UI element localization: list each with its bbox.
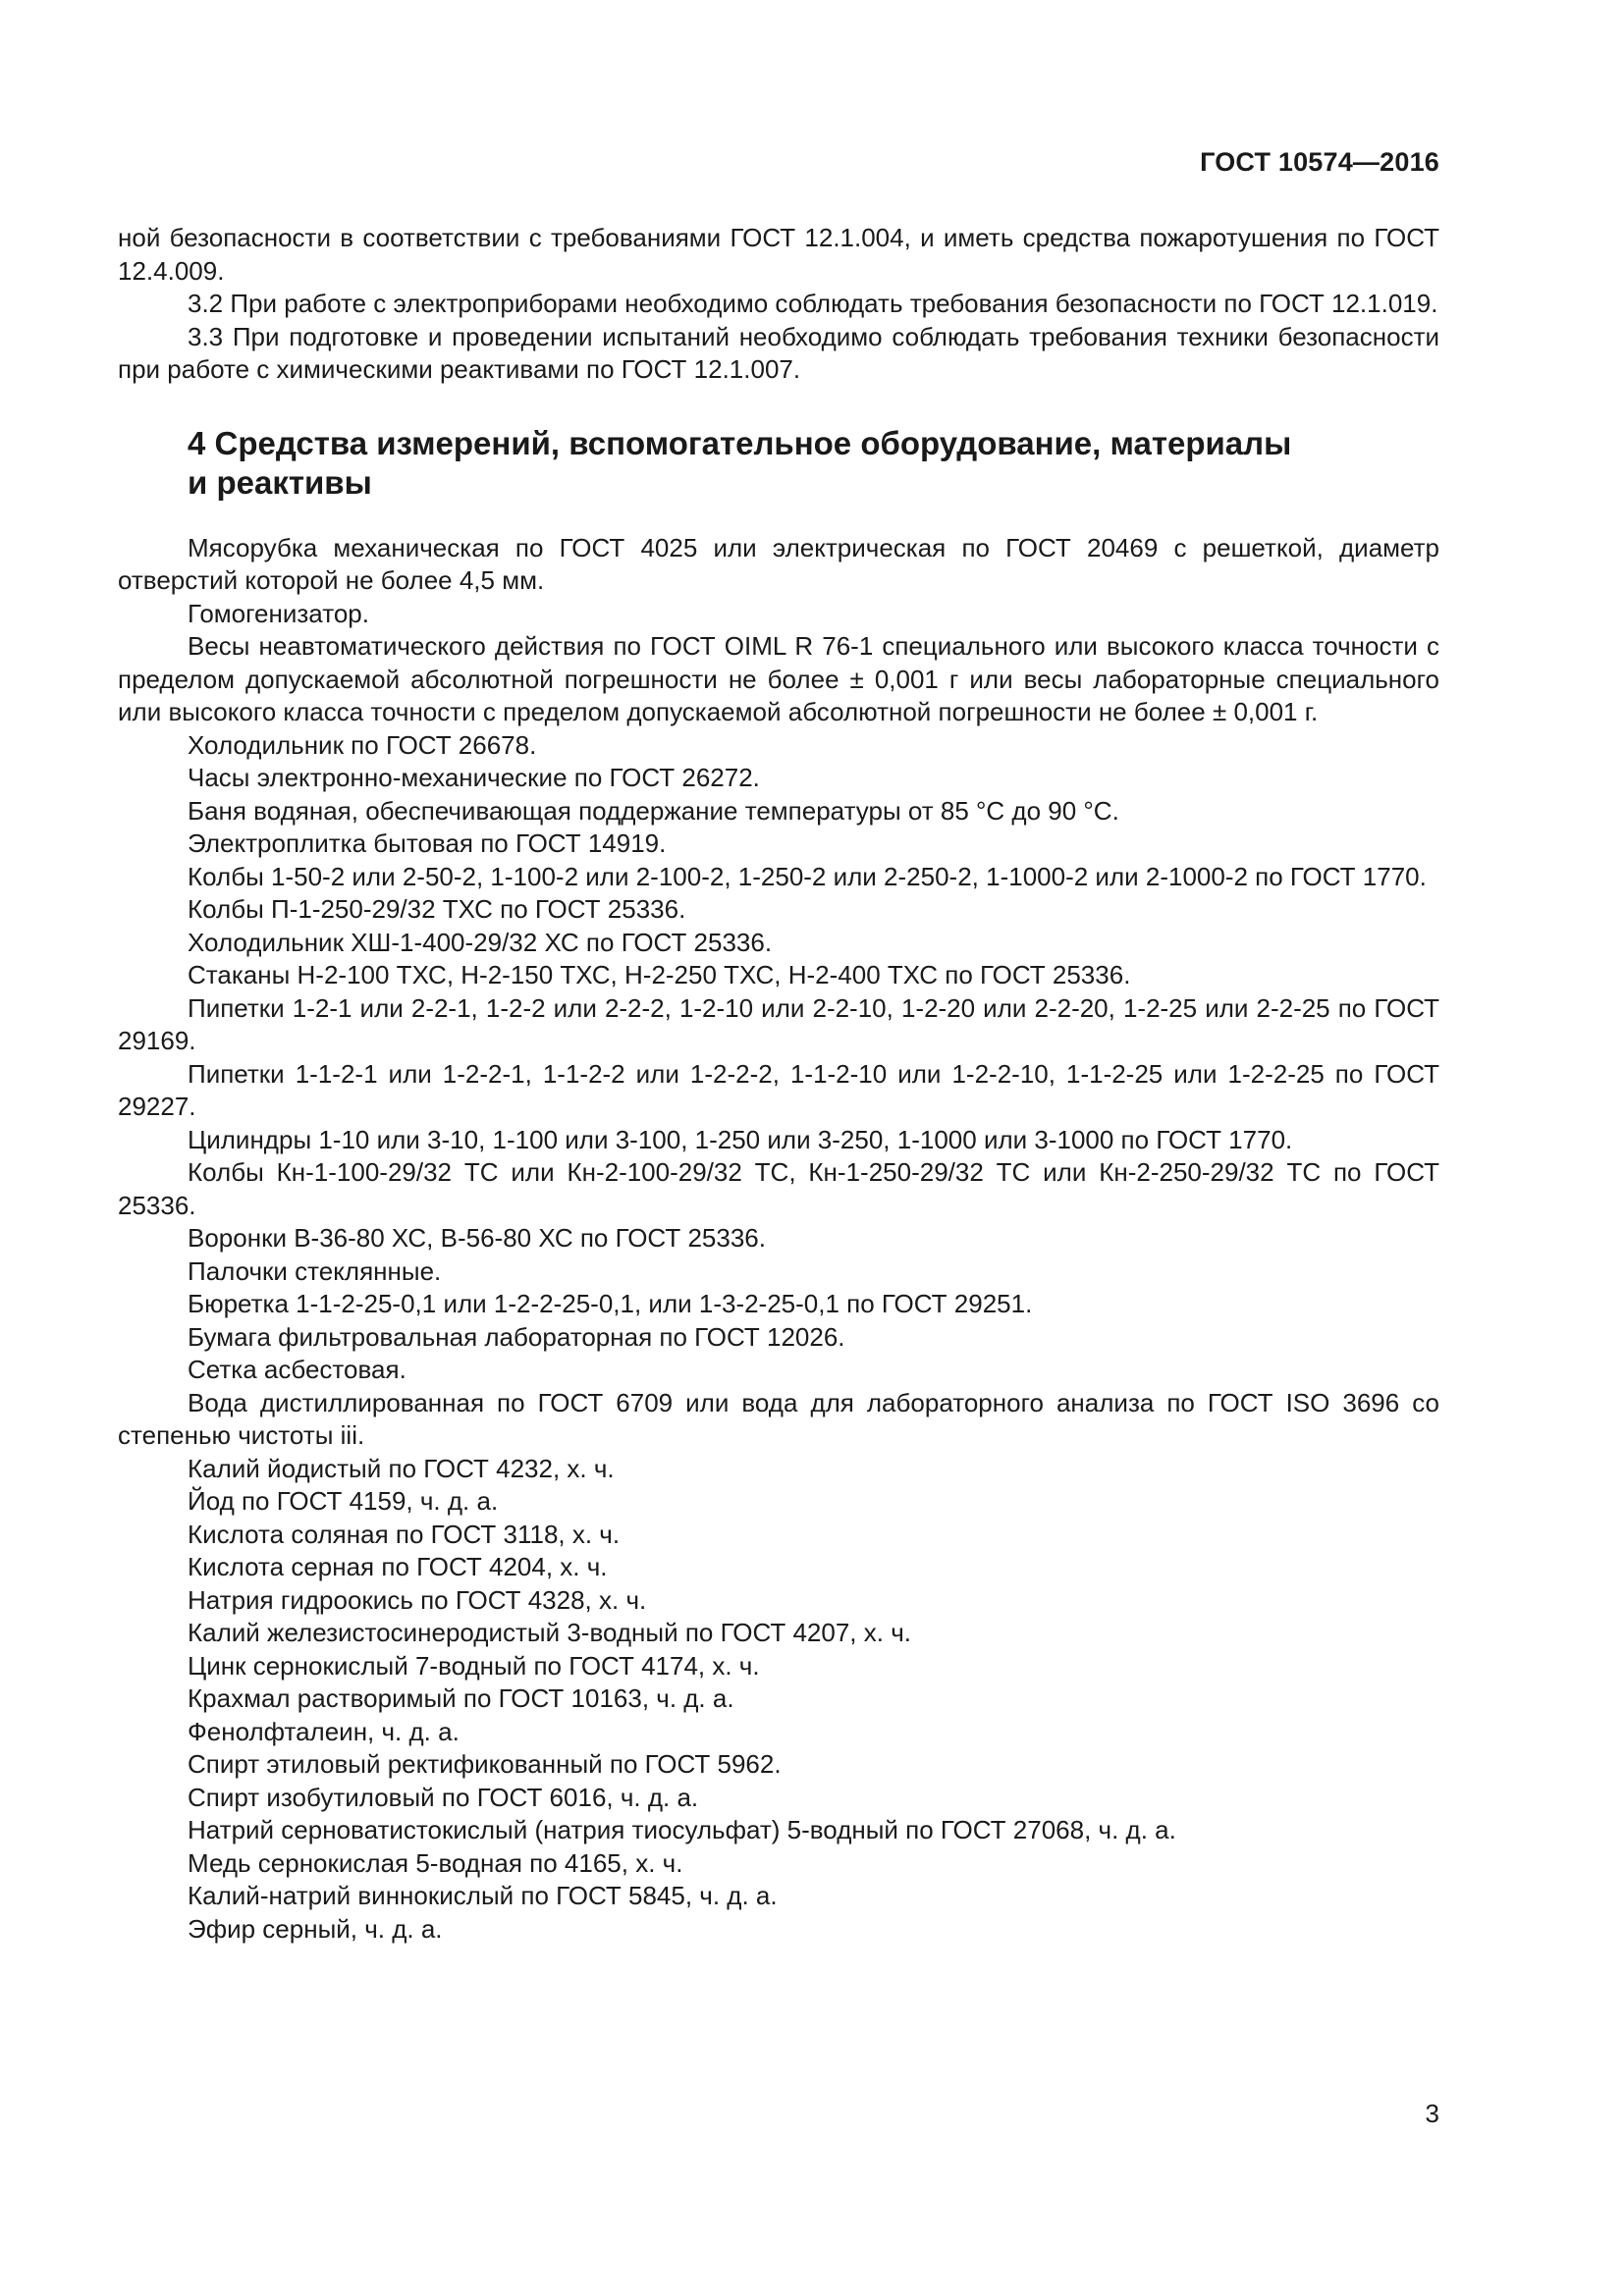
list-item: Баня водяная, обеспечивающая поддержание температуры от 85 °С до 90 °С. — [188, 795, 1119, 826]
list-item: Стаканы Н-2-100 ТХС, Н-2-150 ТХС, Н-2-250 ТХС, Н-2-400 ТХС по ГОСТ 25336. — [188, 960, 1131, 989]
list-item: Бумага фильтровальная лабораторная по ГОСТ 12026. — [188, 1321, 845, 1352]
page-content — [118, 222, 1439, 1946]
list-item: Калий-натрий виннокислый по ГОСТ 5845, ч. д. а. — [188, 1881, 778, 1910]
list-item: Колбы Кн-1-100-29/32 ТС или Кн-2-100-29/32 ТС, Кн-1-250-29/32 ТС или Кн-2-250-29/32 ТС по ГОСТ 25336. — [118, 1157, 1439, 1220]
list-item: Пипетки 1-1-2-1 или 1-2-2-1, 1-1-2-2 или 1-2-2-2, 1-1-2-10 или 1-2-2-10, 1-1-2-25 или 1-2-2-25 по ГОСТ 29227. — [118, 1058, 1439, 1121]
list-item: Кислота соляная по ГОСТ 3118, х. ч. — [188, 1519, 621, 1549]
paragraph-3-2: 3.2 При работе с электроприборами необходимо соблюдать требования безопасности по ГОСТ 12.1.019. — [188, 289, 1438, 318]
list-item: Калий железистосинеродистый 3-водный по ГОСТ 4207, х. ч. — [188, 1618, 911, 1647]
list-item: Кислота серная по ГОСТ 4204, х. ч. — [188, 1552, 608, 1581]
list-item: Спирт этиловый ректификованный по ГОСТ 5962. — [188, 1749, 782, 1779]
list-item: Фенолфталеин, ч. д. а. — [188, 1716, 460, 1746]
section-4-heading — [118, 424, 1439, 503]
page-number: 3 — [1425, 2099, 1439, 2128]
list-item: Натрий серноватистокислый (натрия тиосульфат) 5-водный по ГОСТ 27068, ч. д. а. — [188, 1815, 1176, 1844]
list-item: Бюретка 1-1-2-25-0,1 или 1-2-2-25-0,1, или 1-3-2-25-0,1 по ГОСТ 29251. — [188, 1289, 1033, 1318]
list-item: Цилиндры 1-10 или 3-10, 1-100 или 3-100, 1-250 или 3-250, 1-1000 или 3-1000 по ГОСТ 1770. — [188, 1124, 1293, 1154]
list-item: Часы электронно-механические по ГОСТ 26272. — [188, 763, 760, 792]
document-id-header: ГОСТ 10574—2016 — [1200, 147, 1439, 177]
list-item: Вода дистиллированная по ГОСТ 6709 или вода для лабораторного анализа по ГОСТ ISO 3696 со степенью чистоты iii. — [118, 1387, 1439, 1450]
list-item: Холодильник по ГОСТ 26678. — [188, 729, 537, 760]
list-item: Цинк сернокислый 7-водный по ГОСТ 4174, х. ч. — [188, 1650, 760, 1681]
paragraph-3-3: 3.3 При подготовке и проведении испытаний необходимо соблюдать требования техники безопасности при работе с химическими реактивами по ГОСТ 12.1.007. — [118, 321, 1439, 384]
list-item: Сетка асбестовая. — [188, 1355, 406, 1384]
list-item: Пипетки 1-2-1 или 2-2-1, 1-2-2 или 2-2-2, 1-2-10 или 2-2-10, 1-2-20 или 2-2-20, 1-2-25 или 2-2-25 по ГОСТ 29169. — [118, 992, 1439, 1055]
paragraph-continuation: ной безопасности в соответствии с требованиями ГОСТ 12.1.004, и иметь средства пожаротушения по ГОСТ 12.4.009. — [118, 223, 1439, 286]
list-item: Медь сернокислая 5-водная по 4165, х. ч. — [188, 1847, 683, 1878]
list-item: Йод по ГОСТ 4159, ч. д. а. — [188, 1486, 499, 1516]
list-item: Спирт изобутиловый по ГОСТ 6016, ч. д. а. — [188, 1782, 699, 1812]
list-item: Палочки стеклянные. — [188, 1255, 442, 1286]
list-item: Гомогенизатор. — [188, 598, 369, 628]
list-item: Мясорубка механическая по ГОСТ 4025 или электрическая по ГОСТ 20469 с решеткой, диаметр отверстий которой не более 4,5 мм. — [118, 532, 1439, 595]
list-item: Колбы 1-50-2 или 2-50-2, 1-100-2 или 2-100-2, 1-250-2 или 2-250-2, 1-1000-2 или 2-1000-2 по ГОСТ 1770. — [188, 861, 1427, 891]
list-item: Натрия гидроокись по ГОСТ 4328, х. ч. — [188, 1584, 647, 1615]
list-item: Воронки В-36-80 ХС, В-56-80 ХС по ГОСТ 25336. — [188, 1223, 766, 1253]
list-item: Калий йодистый по ГОСТ 4232, х. ч. — [188, 1453, 615, 1483]
section-4-heading-line2: и реактивы — [188, 463, 372, 501]
list-item: Весы неавтоматического действия по ГОСТ OIML R 76-1 специального или высокого класса точности с пределом допускаемой абсолютной погрешности не более ± 0,001 г или весы лабораторные специального или высокого класса точности с пределом допускаемой абсолютной погрешности не более ± 0,001 г. — [118, 631, 1439, 726]
section-4-heading-line1: 4 Средства измерений, вспомогательное оборудование, материалы — [188, 424, 1292, 461]
equipment-list — [118, 532, 1439, 1947]
list-item: Крахмал растворимый по ГОСТ 10163, ч. д. а. — [188, 1683, 734, 1713]
list-item: Холодильник ХШ-1-400-29/32 ХС по ГОСТ 25336. — [188, 927, 773, 957]
list-item: Эфир серный, ч. д. а. — [188, 1913, 443, 1944]
list-item: Электроплитка бытовая по ГОСТ 14919. — [188, 828, 667, 858]
list-item: Колбы П-1-250-29/32 ТХС по ГОСТ 25336. — [188, 894, 686, 924]
